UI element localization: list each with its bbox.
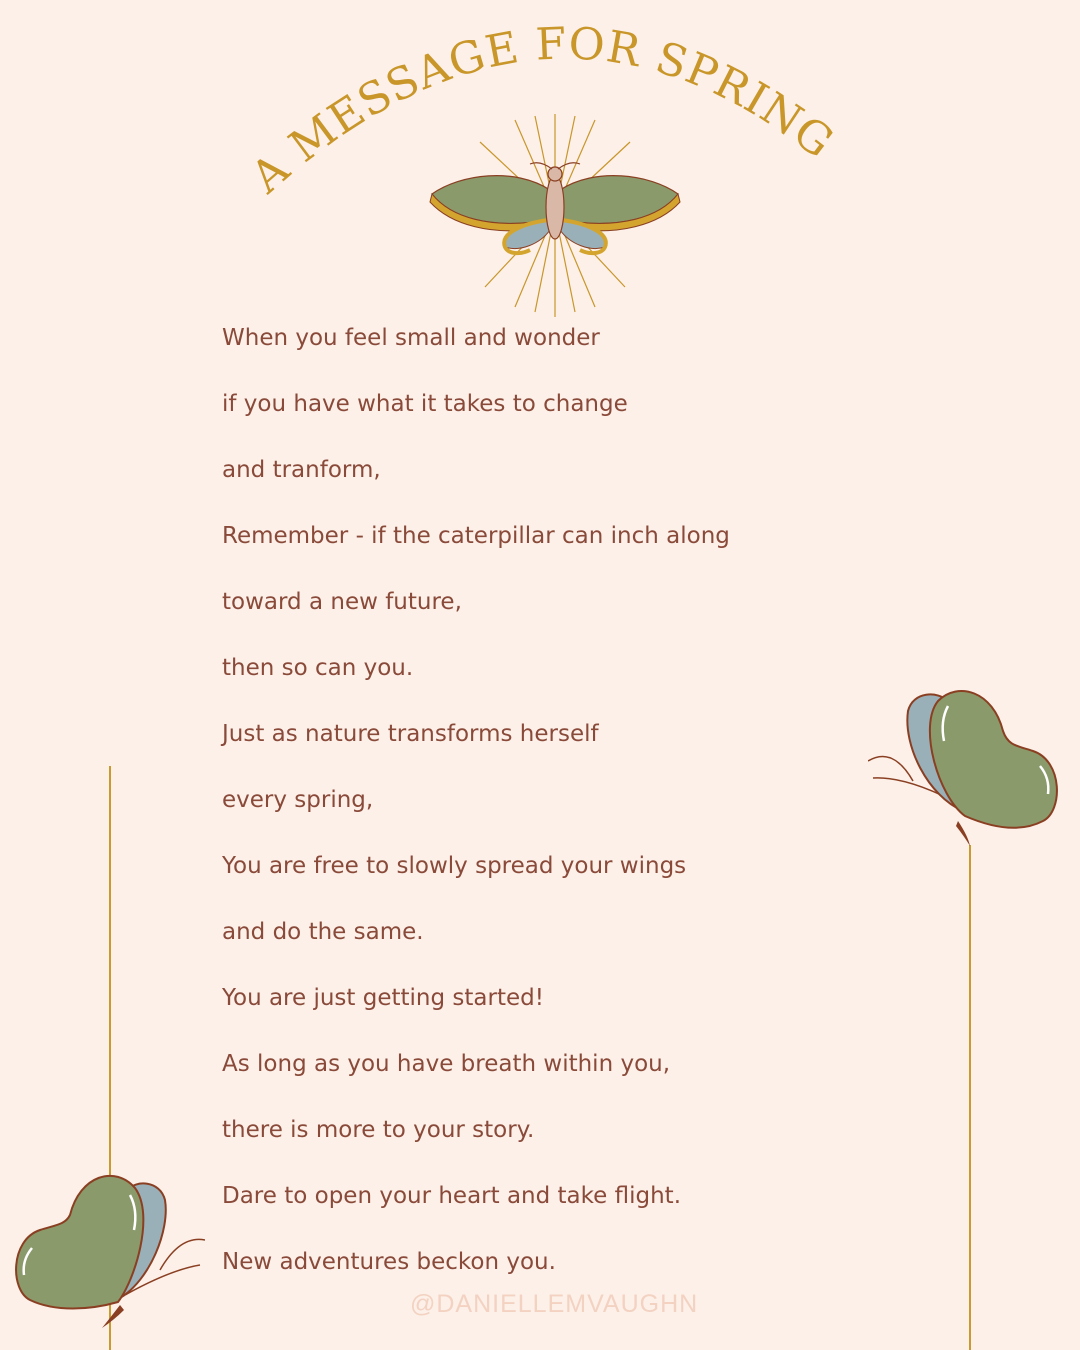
- poem-line: toward a new future,: [222, 589, 462, 615]
- poem: [222, 318, 842, 1308]
- poem-line: Remember - if the caterpillar can inch along: [222, 523, 730, 549]
- butterfly-icon: [868, 686, 1068, 856]
- moth-icon: [420, 112, 690, 322]
- page-title: A MESSAGE FOR SPRING: [241, 18, 844, 204]
- poem-line: As long as you have breath within you,: [222, 1051, 671, 1077]
- poem-line: You are just getting started!: [222, 985, 544, 1011]
- poem-line: there is more to your story.: [222, 1117, 535, 1143]
- poem-line: Just as nature transforms herself: [222, 721, 599, 747]
- poem-line: every spring,: [222, 787, 374, 813]
- poem-line: if you have what it takes to change: [222, 391, 628, 417]
- poem-line: When you feel small and wonder: [222, 325, 600, 351]
- poem-line: and tranform,: [222, 457, 381, 483]
- poem-line: New adventures beckon you.: [222, 1249, 556, 1275]
- right-stem-line: [969, 845, 971, 1350]
- poem-line: then so can you.: [222, 655, 414, 681]
- butterfly-icon: [10, 1160, 205, 1330]
- poem-line: Dare to open your heart and take flight.: [222, 1183, 682, 1209]
- social-handle: @DANIELLEMVAUGHN: [410, 1290, 699, 1318]
- poem-line: You are free to slowly spread your wings: [222, 853, 687, 879]
- poem-line: and do the same.: [222, 919, 424, 945]
